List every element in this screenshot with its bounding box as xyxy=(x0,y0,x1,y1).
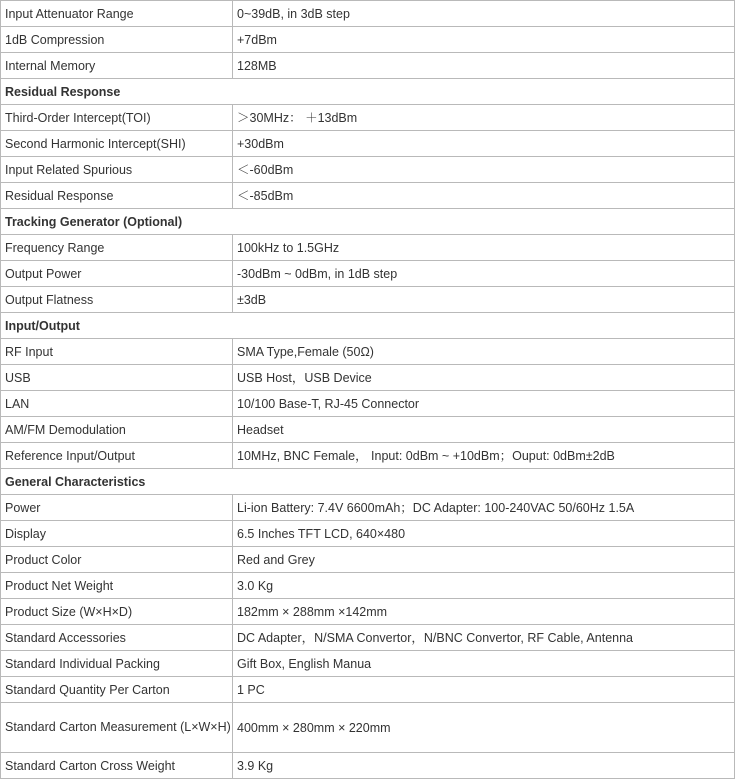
spec-value: Gift Box, English Manua xyxy=(233,651,735,677)
spec-row xyxy=(1,1,735,27)
spec-label: Output Flatness xyxy=(1,287,233,313)
spec-row xyxy=(1,27,735,53)
spec-value: 6.5 Inches TFT LCD, 640×480 xyxy=(233,521,735,547)
spec-label: RF Input xyxy=(1,339,233,365)
spec-label: Standard Carton Cross Weight xyxy=(1,753,233,779)
spec-label: 1dB Compression xyxy=(1,27,233,53)
spec-label: Product Size (W×H×D) xyxy=(1,599,233,625)
spec-label: LAN xyxy=(1,391,233,417)
spec-row xyxy=(1,573,735,599)
section-header-row xyxy=(1,313,735,339)
section-header: Residual Response xyxy=(1,79,735,105)
spec-value: 182mm × 288mm ×142mm xyxy=(233,599,735,625)
spec-value: 3.0 Kg xyxy=(233,573,735,599)
spec-value: +30dBm xyxy=(233,131,735,157)
section-header: Input/Output xyxy=(1,313,735,339)
spec-value: 1 PC xyxy=(233,677,735,703)
spec-row xyxy=(1,547,735,573)
spec-label: Standard Individual Packing xyxy=(1,651,233,677)
spec-label: Standard Carton Measurement (L×W×H) xyxy=(1,703,233,753)
spec-value: ＜-85dBm xyxy=(233,183,735,209)
spec-label: Third-Order Intercept(TOI) xyxy=(1,105,233,131)
spec-row xyxy=(1,391,735,417)
spec-row xyxy=(1,339,735,365)
spec-label: Standard Accessories xyxy=(1,625,233,651)
spec-row xyxy=(1,521,735,547)
section-header-row xyxy=(1,79,735,105)
spec-value: ±3dB xyxy=(233,287,735,313)
spec-label: Product Color xyxy=(1,547,233,573)
spec-label: Second Harmonic Intercept(SHI) xyxy=(1,131,233,157)
spec-value: USB Host，USB Device xyxy=(233,365,735,391)
spec-row xyxy=(1,235,735,261)
spec-value: Headset xyxy=(233,417,735,443)
spec-label: AM/FM Demodulation xyxy=(1,417,233,443)
spec-value: ＞30MHz： ＋13dBm xyxy=(233,105,735,131)
spec-value: 10MHz, BNC Female， Input: 0dBm ~ +10dBm；Ouput: 0dBm±2dB xyxy=(233,443,735,469)
spec-row xyxy=(1,651,735,677)
spec-row xyxy=(1,287,735,313)
spec-row xyxy=(1,417,735,443)
section-header-row xyxy=(1,209,735,235)
spec-value: DC Adapter，N/SMA Convertor，N/BNC Convertor, RF Cable, Antenna xyxy=(233,625,735,651)
spec-row xyxy=(1,157,735,183)
spec-value: 100kHz to 1.5GHz xyxy=(233,235,735,261)
spec-row xyxy=(1,599,735,625)
section-header: General Characteristics xyxy=(1,469,735,495)
spec-label: Display xyxy=(1,521,233,547)
spec-row xyxy=(1,183,735,209)
spec-row xyxy=(1,495,735,521)
spec-row xyxy=(1,365,735,391)
spec-row xyxy=(1,131,735,157)
spec-row xyxy=(1,53,735,79)
spec-row xyxy=(1,753,735,779)
spec-label: USB xyxy=(1,365,233,391)
spec-row xyxy=(1,625,735,651)
spec-value: ＜-60dBm xyxy=(233,157,735,183)
spec-label: Standard Quantity Per Carton xyxy=(1,677,233,703)
spec-value: +7dBm xyxy=(233,27,735,53)
spec-label: Input Related Spurious xyxy=(1,157,233,183)
spec-row xyxy=(1,105,735,131)
spec-value: 128MB xyxy=(233,53,735,79)
section-header: Tracking Generator (Optional) xyxy=(1,209,735,235)
spec-label: Power xyxy=(1,495,233,521)
spec-label: Frequency Range xyxy=(1,235,233,261)
spec-row xyxy=(1,443,735,469)
spec-value: 400mm × 280mm × 220mm xyxy=(233,703,735,753)
spec-row xyxy=(1,677,735,703)
spec-value: 3.9 Kg xyxy=(233,753,735,779)
spec-value: 0~39dB, in 3dB step xyxy=(233,1,735,27)
spec-value: 10/100 Base-T, RJ-45 Connector xyxy=(233,391,735,417)
spec-value: Li-ion Battery: 7.4V 6600mAh；DC Adapter: 100-240VAC 50/60Hz 1.5A xyxy=(233,495,735,521)
section-header-row xyxy=(1,469,735,495)
spec-label: Reference Input/Output xyxy=(1,443,233,469)
spec-label: Output Power xyxy=(1,261,233,287)
specification-table-body xyxy=(1,1,735,779)
spec-row xyxy=(1,261,735,287)
spec-value: Red and Grey xyxy=(233,547,735,573)
spec-value: -30dBm ~ 0dBm, in 1dB step xyxy=(233,261,735,287)
spec-label: Residual Response xyxy=(1,183,233,209)
spec-label: Internal Memory xyxy=(1,53,233,79)
spec-label: Input Attenuator Range xyxy=(1,1,233,27)
spec-value: SMA Type,Female (50Ω) xyxy=(233,339,735,365)
spec-label: Product Net Weight xyxy=(1,573,233,599)
spec-row xyxy=(1,703,735,753)
